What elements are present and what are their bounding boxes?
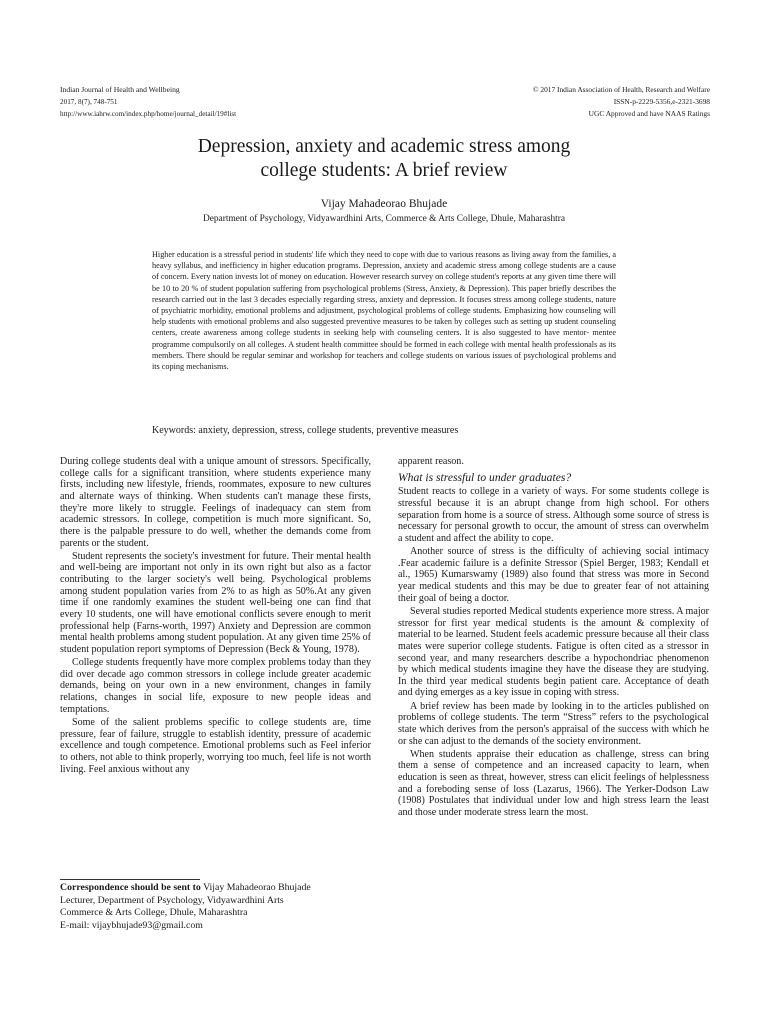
correspondence-name: Vijay Mahadeorao Bhujade (200, 882, 311, 893)
body-paragraph: Several studies reported Medical students experience more stress. A major stressor for first year medical students is the amount & complexity of material to be learned. Student feels academic pressure because all their class mates were superior college students. Fatigue is often cited as a stressor in second year, and many researchers describe a hypochondriac phenomenon by which medical students imagine they have the disease they are studying. In the third year medical students begin patient care. Acceptance of death and dying emerges as a key issue in coping with stress. (398, 605, 709, 699)
abstract: Higher education is a stressful period in students' life which they need to cope with due to various reasons as living away from the families, a heavy syllabus, and inefficiency in higher education programs. Depression, anxiety and academic stress among college students are a cause of concern. Every nation invests lot of money on education. However research survey on college student's reports at any given time there will be 10 to 20 % of student population suffering from psychological problems (Stress, Anxiety, & Depression). This paper briefly describes the research carried out in the last 3 decades especially regarding stress, anxiety and depression. It focuses stress among college students, nature of psychiatric morbidity, emotional problems and adjustment, psychological problems of college students. Emphasizing how counseling will help students with emotional problems and also suggested preventive measures to be taken by colleges such as setting up student counseling centers, create awareness among college students in seeking help with counseling centers. It is also suggested to have mentor- mentee programme compulsorily on all colleges. A student health committee should be formed in each college with mental health professionals as its members. There should be regular seminar and workshop for teachers and college students on various issues of psychological problems and its coping mechanisms. (152, 250, 616, 372)
copyright-notice: © 2017 Indian Association of Health, Research and Welfare (532, 85, 710, 94)
body-paragraph: Some of the salient problems specific to college students are, time pressure, fear of failure, struggle to establish identity, pressure of academic excellence and tough competence. Emotional problems such as Feel inferior to others, not able to think properly, worrying too much, feel life is not worth living. Feel anxious without any (60, 716, 371, 775)
body-paragraph: Student represents the society's investment for future. Their mental health and well-being are important not only in its own right but also as a factor contributing to the larger society's well being. Psychological problems among student population varies from 2% to as high as 50%.At any given time if one randomly examines the student well-being one can find that every 10 students, one will have emotional conflicts severe enough to merit professional help (Farns-worth, 1997) Anxiety and Depression are common mental health problems among student population. At any given time 25% of student population report symptoms of Depression (Beck & Young, 1978). (60, 550, 371, 655)
body-column-left (60, 456, 371, 775)
correspondence-line3: Commerce & Arts College, Dhule, Maharashtra (60, 907, 248, 919)
journal-citation: 2017, 8(7), 748-751 (60, 98, 118, 106)
journal-header-right (533, 84, 710, 120)
body-column-right (398, 456, 709, 819)
body-paragraph: Another source of stress is the difficulty of achieving social intimacy .Fear academic failure is a definite Stressor (Spiel Berger, 1983; Kendall et al., 1965) Kumarswamy (1989) also found that stress was more in Second year medical students and this may be due to greater fear of not attaining their goal of being a doctor. (398, 546, 709, 604)
body-paragraph-continued: apparent reason. (398, 456, 464, 467)
journal-url[interactable]: http://www.iahrw.com/index.php/home/journal_detail/19#list (60, 110, 237, 118)
correspondence-email[interactable]: E-mail: vijaybhujade93@gmail.com (60, 919, 203, 931)
correspondence-label: Correspondence should be sent to (60, 882, 201, 893)
author-name: Vijay Mahadeorao Bhujade (320, 198, 448, 210)
correspondence-footnote (60, 882, 311, 932)
journal-header-left (60, 84, 236, 120)
author-affiliation: Department of Psychology, Vidyawardhini Arts, Commerce & Arts College, Dhule, Maharashtra (202, 214, 566, 224)
body-paragraph: During college students deal with a unique amount of stressors. Specifically, college calls for a significant transition, where students experience many firsts, including new lifestyle, friends, roommates, exposure to new cultures and alternate ways of thinking. When students can't manage these firsts, they're more likely to struggle. Feelings of inadequacy can stem from academic stressors. In college, competition is much more significant. So, there is the palpable pressure to do well, whether the demands come from parents or the student. (60, 456, 371, 549)
correspondence-line2: Lecturer, Department of Psychology, Vidyawardhini Arts (60, 894, 284, 906)
body-paragraph: Student reacts to college in a variety of ways. For some students college is stressful because it is an abrupt change from high school. For others separation from home is a source of stress. Although some source of stress is necessary for personal growth to occur, the amount of stress can overwhelm a student and affect the ability to cope. (398, 486, 709, 544)
footnote-divider (60, 879, 200, 880)
journal-name: Indian Journal of Health and Wellbeing (60, 85, 180, 94)
correspondence-line1 (60, 882, 311, 895)
body-paragraph: A brief review has been made by looking in to the articles published on problems of college students. The term “Stress” refers to the psychological state which derives from the person's appraisal of the success with which he or she can adjust to the demands of the society environment. (398, 700, 709, 747)
article-title (0, 135, 768, 183)
article-title-line1: Depression, anxiety and academic stress among (197, 136, 571, 157)
issn-number: ISSN-p-2229-5356,e-2321-3698 (613, 97, 710, 106)
ratings-note: UGC Approved and have NAAS Ratings (588, 109, 710, 118)
body-paragraph: College students frequently have more complex problems today than they did over decade ago common stressors in college include greater academic demands, being on your own in a new environment, changes in family relations, changes in social life, exposure to new people ideas and temptations. (60, 657, 371, 715)
article-title-line2: college students: A brief review (260, 160, 508, 181)
section-heading: What is stressful to under graduates? (398, 470, 572, 484)
keywords: Keywords: anxiety, depression, stress, college students, preventive measures (152, 425, 459, 436)
body-paragraph: When students appraise their education as challenge, stress can bring them a sense of competence and an increased capacity to learn, when education is seen as threat, however, stress can elicit feelings of helplessness and a foreboding sense of loss (Lazarus, 1966). The Yerker-Dodson Law (1908) Postulates that individual under low and high stress learn the least and those under moderate stress learn the most. (398, 748, 709, 819)
